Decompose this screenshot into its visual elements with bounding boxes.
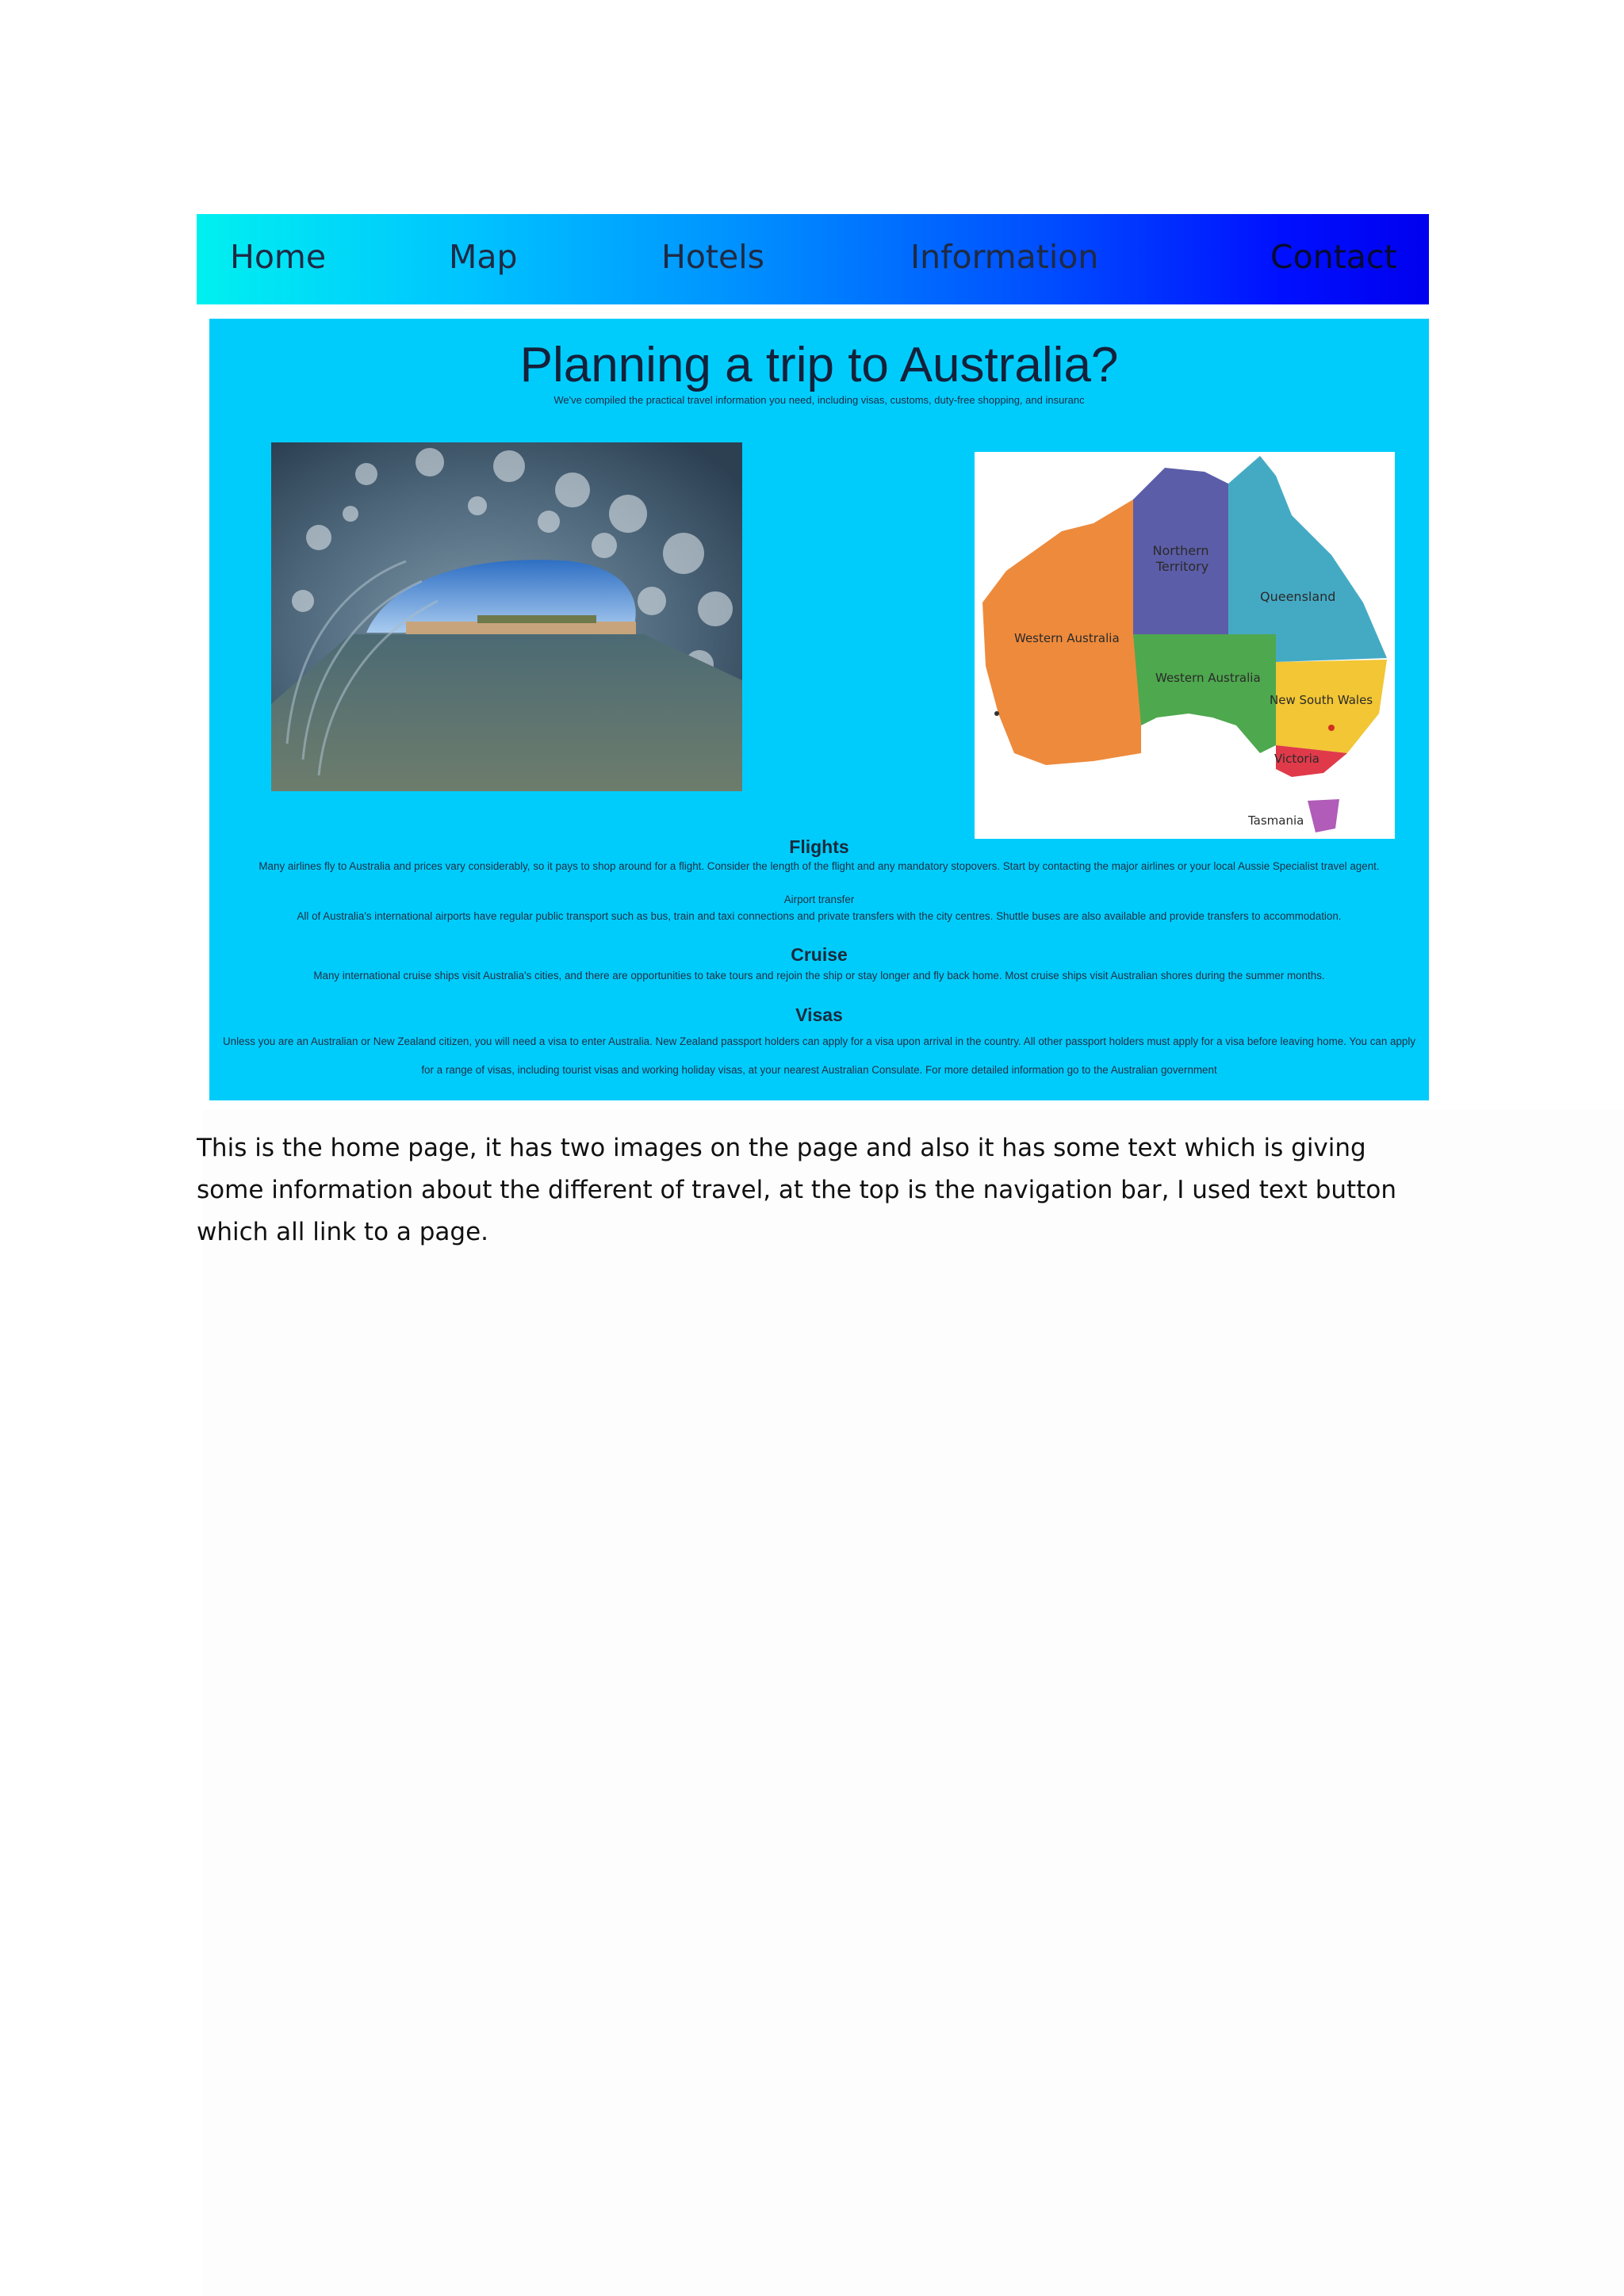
cruise-text: Many international cruise ships visit Australia's cities, and there are opportunities to take tours and rejoin the ship or stay longer and fly back home. Most cruise ships visit Australian shores during the summer months. (313, 970, 1325, 982)
nav-home-link[interactable]: Home (230, 238, 327, 276)
flights-heading: Flights (789, 836, 849, 857)
visas-text: Unless you are an Australian or New Zealand citizen, you will need a visa to enter Australia. New Zealand passport holders can apply for a visa upon arrival in the country. All other passport holders must apply for a visa before leaving home. You can apply for a range of visas, including tourist visas and working holiday visas, at your nearest Australian Consulate. For more detailed information go to the Australian government (222, 1035, 1416, 1076)
map-label-northern-territory-line2: Territory (1155, 559, 1209, 574)
page-title: Planning a trip to Australia? (519, 338, 1119, 392)
website-content-panel (209, 319, 1429, 1100)
map-label-new-south-wales: New South Wales (1270, 693, 1373, 707)
flights-text: Many airlines fly to Australia and prices vary considerably, so it pays to shop around for a flight. Consider the length of the flight and any mandatory stopovers. Start by contacting the major airlines or your local Aussie Specialist travel agent. (259, 860, 1380, 872)
nav-information-link[interactable]: Information (910, 238, 1099, 276)
map-label-queensland: Queensland (1260, 589, 1336, 604)
page-subtitle: We've compiled the practical travel information you need, including visas, customs, duty-free shopping, and insuranc (553, 394, 1085, 406)
screenshot-caption: This is the home page, it has two images on the page and also it has some text which is giving some information about the different of travel, at the top is the navigation bar, I used text button which all link to a page. (197, 1134, 1396, 1246)
airport-transfer-heading: Airport transfer (783, 894, 855, 905)
australia-map (975, 452, 1395, 839)
wave-photo (271, 442, 742, 791)
page-background-panel (203, 1110, 1624, 2296)
map-label-western-australia: Western Australia (1014, 631, 1120, 645)
map-label-tasmania: Tasmania (1248, 813, 1304, 828)
nav-hotels-link[interactable]: Hotels (661, 238, 764, 276)
visas-heading: Visas (795, 1004, 843, 1025)
map-label-south-australia: Western Australia (1155, 671, 1261, 685)
perth-dot (994, 711, 999, 716)
nav-map-link[interactable]: Map (449, 238, 518, 276)
map-label-northern-territory-line1: Northern (1152, 543, 1209, 558)
canberra-dot (1328, 725, 1335, 731)
map-label-victoria: Victoria (1274, 752, 1320, 766)
navigation-bar (197, 214, 1429, 304)
cruise-heading: Cruise (791, 944, 848, 965)
airport-transfer-text: All of Australia's international airports have regular public transport such as bus, train and taxi connections and private transfers with the city centres. Shuttle buses are also available and provide transfers to accommodation. (297, 910, 1342, 922)
nav-contact-link[interactable]: Contact (1270, 238, 1397, 276)
